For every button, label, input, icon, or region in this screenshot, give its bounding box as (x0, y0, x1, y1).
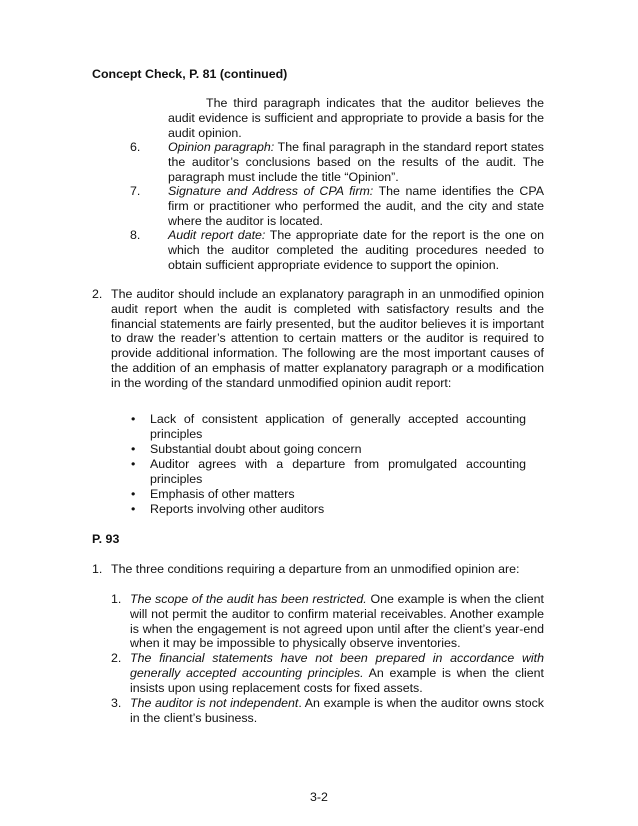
bullet-text: Emphasis of other matters (150, 487, 295, 501)
question-number: 1. (92, 562, 103, 576)
item-text: The appropriate date for the report is the one on which the auditor completed the auditing procedures needed to obtain sufficient appropriate evidence to support the opinion. (168, 228, 544, 272)
condition-body (130, 592, 544, 651)
section-heading-p93: P. 93 (92, 532, 120, 546)
condition-label: The auditor is not independent (130, 696, 299, 710)
condition-body (130, 696, 544, 726)
condition-text: . An example is when the auditor owns stock in the client’s business. (130, 696, 544, 725)
condition-label: The scope of the audit has been restricted. (130, 592, 367, 606)
bullet-glyph: • (131, 442, 136, 456)
item-label: Opinion paragraph: (168, 140, 275, 154)
bullet-text: Reports involving other auditors (150, 502, 325, 516)
condition-number: 2. (111, 651, 122, 665)
condition-text: An example is when the client insists upon using replacement costs for fixed assets. (130, 665, 544, 695)
question-1-text: The three conditions requiring a departure from an unmodified opinion are: (111, 562, 520, 576)
item-number: 6. (130, 140, 141, 154)
bullet-text: Lack of consistent application of generally accepted accounting principles (150, 412, 526, 441)
item-label: Audit report date: (168, 228, 266, 242)
item-text: The final paragraph in the standard report states the auditor’s conclusions based on the results of the audit. The paragraph must include the title “Opinion”. (168, 140, 544, 184)
condition-text: One example is when the client will not permit the auditor to confirm material receivables. Another example is when the engagement is not agreed upon until after the client’s year-end when it may be impossible to physically observe inventories. (130, 592, 544, 651)
bullet-text: Substantial doubt about going concern (150, 442, 362, 456)
intro-paragraph (168, 96, 544, 140)
bullet-glyph: • (131, 412, 136, 426)
item-number: 8. (130, 228, 141, 242)
condition-body (130, 651, 544, 695)
item-body (168, 184, 544, 228)
intro-paragraph-text: The third paragraph indicates that the auditor believes the audit evidence is sufficient and appropriate to provide a basis for the audit opinion. (168, 96, 544, 140)
condition-number: 1. (111, 592, 122, 606)
item-text: The name identifies the CPA firm or practitioner who performed the audit, and the city and state where the auditor is located. (168, 184, 544, 228)
bullet-glyph: • (131, 502, 136, 516)
condition-label: The financial statements have not been prepared in accordance with generally accepted accounting principles. (130, 651, 544, 680)
item-body (168, 140, 544, 184)
page-number: 3-2 (310, 790, 328, 804)
bullet-glyph: • (131, 457, 136, 471)
section-heading-concept-check: Concept Check, P. 81 (continued) (92, 67, 288, 81)
question-number: 2. (92, 287, 103, 301)
item-number: 7. (130, 184, 141, 198)
item-label: Signature and Address of CPA firm: (168, 184, 374, 198)
condition-number: 3. (111, 696, 122, 710)
item-body (168, 228, 544, 272)
question-2-paragraph: The auditor should include an explanatory paragraph in an unmodified opinion audit report when the audit is completed with satisfactory results and the financial statements are fairly presented, but the auditor believes it is important to draw the reader’s attention to certain matters or the auditor is required to provide additional information. The following are the most important causes of the addition of an emphasis of matter explanatory paragraph or a modification in the wording of the standard unmodified opinion audit report: (111, 287, 544, 390)
bullet-glyph: • (131, 487, 136, 501)
bullet-text: Auditor agrees with a departure from promulgated accounting principles (150, 457, 526, 486)
